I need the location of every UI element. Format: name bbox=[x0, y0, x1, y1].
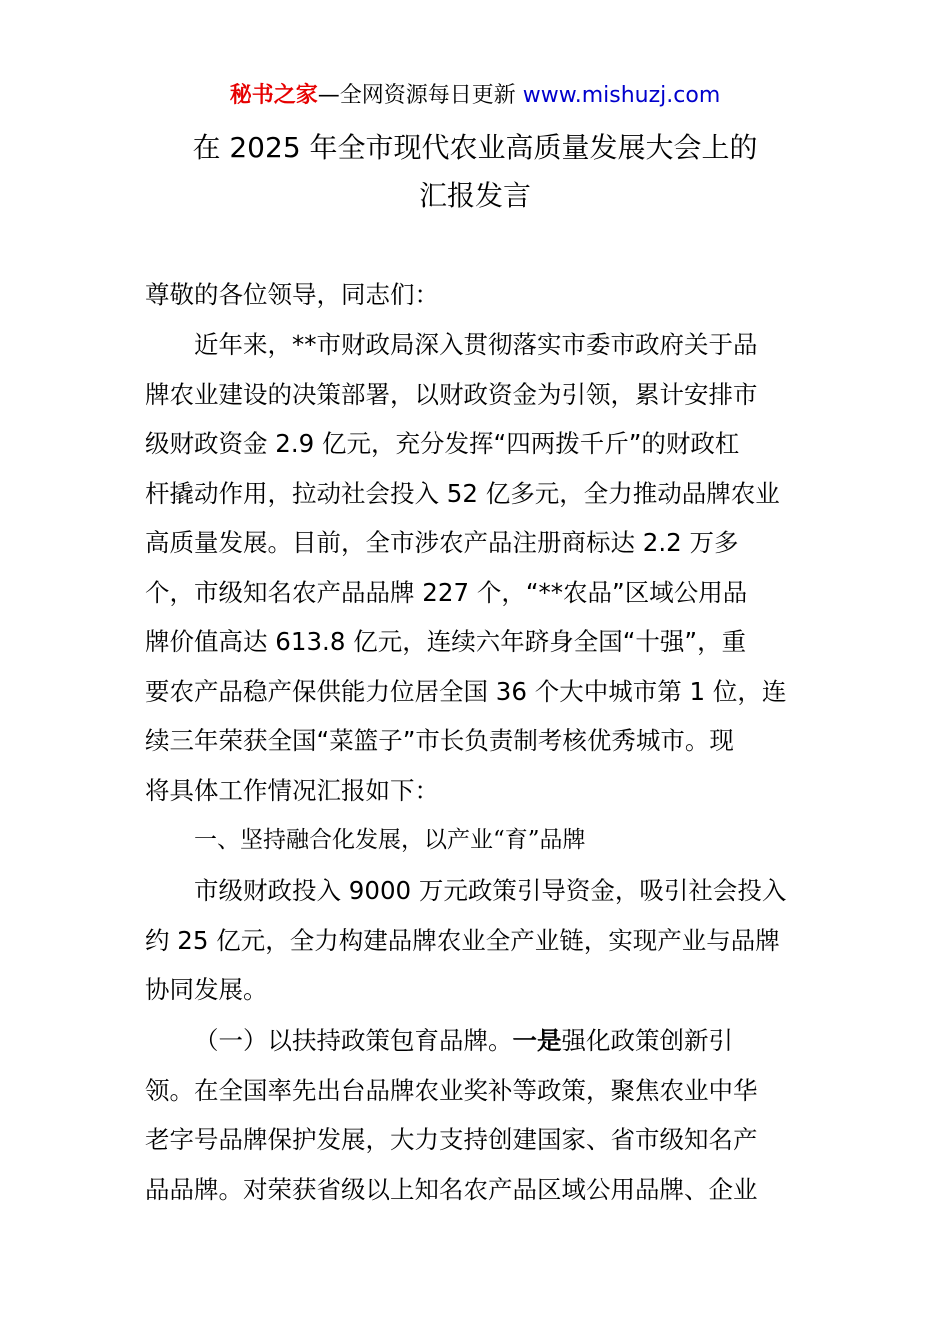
intro-line-8: 要农产品稳产保供能力位居全国 36 个大中城市第 1 位，连 bbox=[145, 677, 787, 706]
section-1-line-2: 约 25 亿元，全力构建品牌农业全产业链，实现产业与品牌 bbox=[145, 926, 780, 955]
subsection-1-line-3: 老字号品牌保护发展，大力支持创建国家、省市级知名产 bbox=[145, 1125, 758, 1154]
subsection-1-lead: （一）以扶持政策包育品牌。 bbox=[194, 1026, 513, 1055]
intro-line-5: 高质量发展。目前，全市涉农产品注册商标达 2.2 万多 bbox=[145, 528, 739, 557]
intro-line-1: 近年来，**市财政局深入贯彻落实市委市政府关于品 bbox=[194, 330, 758, 359]
subsection-1-line-2: 领。在全国率先出台品牌农业奖补等政策，聚焦农业中华 bbox=[145, 1076, 758, 1105]
intro-line-7: 牌价值高达 613.8 亿元，连续六年跻身全国“十强”，重 bbox=[145, 627, 747, 656]
intro-line-9: 续三年荣获全国“菜篮子”市长负责制考核优秀城市。现 bbox=[145, 726, 734, 755]
section-1-line-1: 市级财政投入 9000 万元政策引导资金，吸引社会投入 bbox=[194, 876, 787, 905]
site-url-link[interactable]: www.mishuzj.com bbox=[522, 83, 721, 108]
subsection-1-rest: 强化政策创新引 bbox=[561, 1026, 733, 1055]
header-tagline: —全网资源每日更新 bbox=[317, 83, 523, 108]
site-header bbox=[0, 80, 950, 112]
intro-line-2: 牌农业建设的决策部署，以财政资金为引领，累计安排市 bbox=[145, 380, 758, 409]
subsection-1-line-4: 品品牌。对荣获省级以上知名农产品区域公用品牌、企业 bbox=[145, 1175, 758, 1204]
intro-line-10: 将具体工作情况汇报如下： bbox=[145, 776, 439, 805]
subsection-1-line-1 bbox=[145, 1016, 874, 1066]
salutation: 尊敬的各位领导，同志们： bbox=[145, 280, 439, 309]
subsection-1-bold-marker: 一是 bbox=[512, 1026, 562, 1055]
intro-line-3: 级财政资金 2.9 亿元，充分发挥“四两拨千斤”的财政杠 bbox=[145, 429, 740, 458]
document-title-line-1: 在 2025 年全市现代农业高质量发展大会上的 bbox=[192, 131, 758, 164]
brand-name: 秘书之家 bbox=[229, 83, 318, 108]
section-1-heading: 一、坚持融合化发展，以产业“育”品牌 bbox=[194, 827, 586, 853]
intro-line-4: 杆撬动作用，拉动社会投入 52 亿多元，全力推动品牌农业 bbox=[145, 479, 780, 508]
intro-line-6: 个，市级知名农产品品牌 227 个，“**农品”区域公用品 bbox=[145, 578, 748, 607]
document-title-line-2: 汇报发言 bbox=[418, 179, 531, 212]
section-1-line-3: 协同发展。 bbox=[145, 975, 268, 1004]
